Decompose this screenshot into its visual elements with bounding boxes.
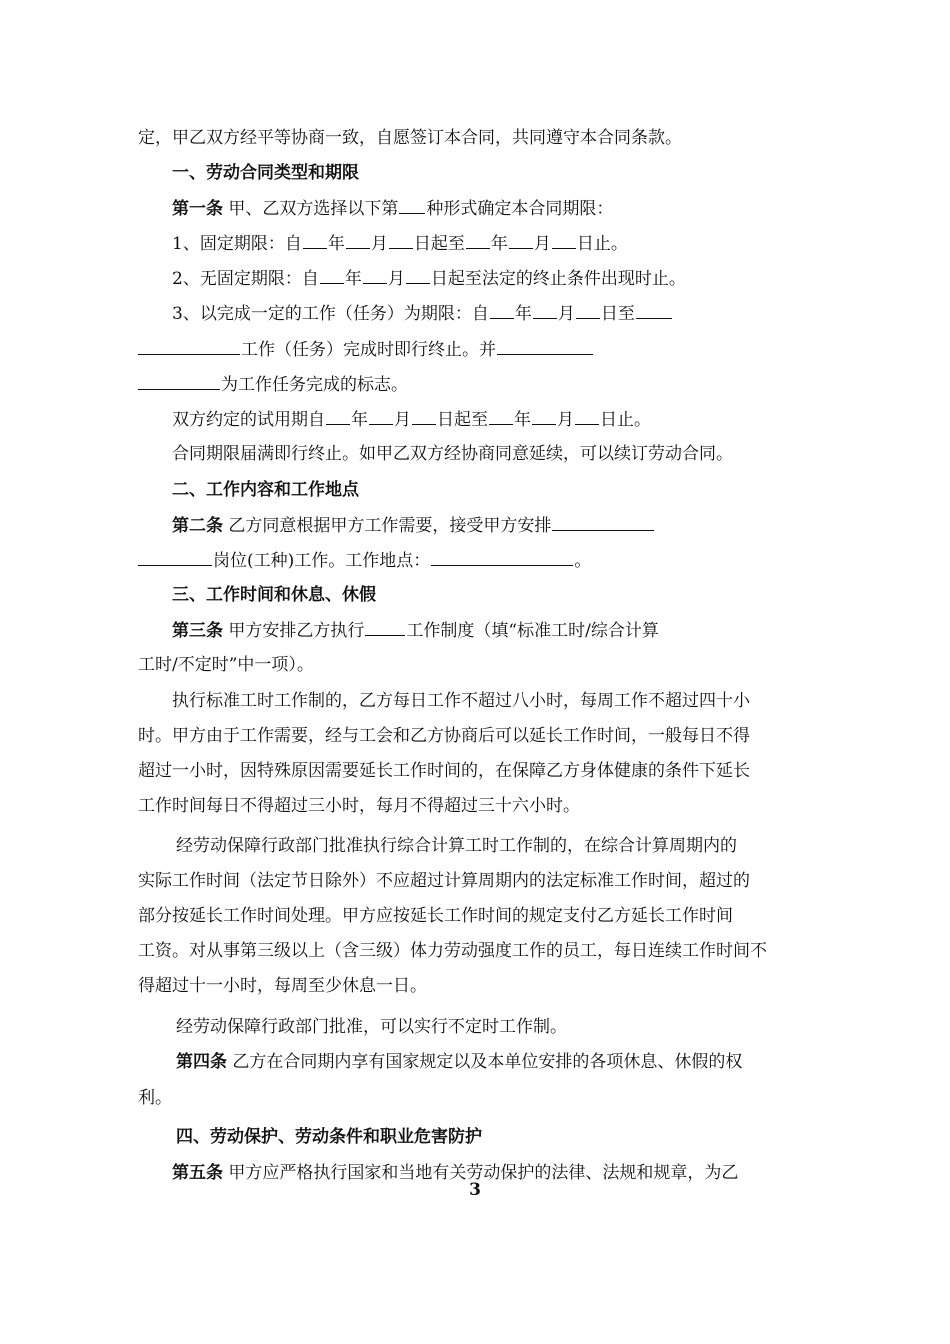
- blank-field[interactable]: [552, 231, 576, 249]
- blank-field[interactable]: [363, 266, 387, 284]
- option-1: 1、固定期限：自 年 月 日起至 年 月 日止。: [172, 231, 628, 256]
- paragraph-line: 部分按延长工作时间处理。甲方应按延长工作时间的规定支付乙方延长工作时间: [138, 906, 733, 926]
- option-3: 3、以完成一定的工作（任务）为期限：自 年 月 日至: [172, 301, 673, 326]
- blank-field[interactable]: [576, 301, 600, 319]
- article-title: 第五条: [172, 1163, 223, 1183]
- blank-field[interactable]: [138, 548, 212, 566]
- article-2-cont: 岗位(工种)工作。工作地点： 。: [138, 548, 591, 573]
- article-4: 第四条 乙方在合同期内享有国家规定以及本单位安排的各项休息、休假的权: [176, 1052, 743, 1072]
- blank-field[interactable]: [406, 266, 430, 284]
- blank-field[interactable]: [369, 407, 393, 425]
- section-heading-1: 一、劳动合同类型和期限: [172, 163, 359, 183]
- article-title: 第四条: [176, 1052, 227, 1072]
- blank-field[interactable]: [320, 266, 344, 284]
- article-2: 第二条 乙方同意根据甲方工作需要，接受甲方安排: [172, 513, 655, 538]
- blank-field[interactable]: [389, 231, 413, 249]
- blank-field[interactable]: [365, 618, 405, 636]
- blank-field[interactable]: [138, 337, 240, 355]
- section-heading-4: 四、劳动保护、劳动条件和职业危害防护: [176, 1127, 482, 1147]
- blank-field[interactable]: [489, 407, 513, 425]
- article-1: 第一条 甲、乙双方选择以下第 种形式确定本合同期限：: [172, 196, 613, 221]
- blank-field[interactable]: [412, 407, 436, 425]
- blank-field[interactable]: [138, 372, 220, 390]
- blank-field[interactable]: [509, 231, 533, 249]
- paragraph-line: 定，甲乙双方经平等协商一致，自愿签订本合同，共同遵守本合同条款。: [138, 128, 682, 148]
- article-3: 第三条 甲方安排乙方执行 工作制度（填“标准工时/综合计算: [172, 618, 659, 643]
- paragraph-line: 得超过十一小时，每周至少休息一日。: [138, 976, 427, 996]
- paragraph-line: 工资。对从事第三级以上（含三级）体力劳动强度工作的员工，每日连续工作时间不: [138, 941, 767, 961]
- blank-field[interactable]: [466, 231, 490, 249]
- blank-field[interactable]: [346, 231, 370, 249]
- blank-field[interactable]: [431, 548, 573, 566]
- paragraph-line: 实际工作时间（法定节日除外）不应超过计算周期内的法定标准工作时间，超过的: [138, 871, 750, 891]
- blank-field[interactable]: [575, 407, 599, 425]
- paragraph-line: 工时/不定时”中一项）。: [138, 655, 314, 675]
- page-number: 3: [469, 1180, 481, 1200]
- option-2: 2、无固定期限：自 年 月 日起至法定的终止条件出现时止。: [172, 266, 686, 291]
- article-title: 第三条: [172, 621, 223, 641]
- probation-line: 双方约定的试用期自 年 月 日起至 年 月 日止。: [172, 407, 651, 432]
- paragraph-line: 超过一小时，因特殊原因需要延长工作时间的，在保障乙方身体健康的条件下延长: [138, 761, 750, 781]
- option-3-cont-2: 为工作任务完成的标志。: [138, 372, 408, 397]
- blank-field[interactable]: [532, 407, 556, 425]
- blank-field[interactable]: [552, 513, 654, 531]
- paragraph-line: 工作时间每日不得超过三小时，每月不得超过三十六小时。: [138, 796, 580, 816]
- section-heading-3: 三、工作时间和休息、休假: [172, 585, 376, 605]
- blank-field[interactable]: [533, 301, 557, 319]
- option-3-cont: 工作（任务）完成时即行终止。并: [138, 337, 594, 362]
- blank-field[interactable]: [636, 301, 672, 319]
- paragraph-line: 经劳动保障行政部门批准执行综合计算工时工作制的，在综合计算周期内的: [176, 836, 737, 856]
- paragraph-line: 合同期限届满即行终止。如甲乙双方经协商同意延续，可以续订劳动合同。: [172, 444, 733, 464]
- blank-field[interactable]: [399, 196, 425, 214]
- article-title: 第二条: [172, 516, 223, 536]
- paragraph-line: 经劳动保障行政部门批准，可以实行不定时工作制。: [176, 1017, 567, 1037]
- article-title: 第一条: [172, 199, 223, 219]
- paragraph-line: 时。甲方由于工作需要，经与工会和乙方协商后可以延长工作时间，一般每日不得: [138, 726, 750, 746]
- blank-field[interactable]: [497, 337, 593, 355]
- blank-field[interactable]: [326, 407, 350, 425]
- section-heading-2: 二、工作内容和工作地点: [172, 480, 359, 500]
- article-5: 第五条 甲方应严格执行国家和当地有关劳动保护的法律、法规和规章，为乙: [172, 1163, 739, 1183]
- blank-field[interactable]: [303, 231, 327, 249]
- paragraph-line: 执行标准工时工作制的，乙方每日工作不超过八小时，每周工作不超过四十小: [172, 691, 750, 711]
- blank-field[interactable]: [490, 301, 514, 319]
- paragraph-line: 利。: [138, 1088, 172, 1108]
